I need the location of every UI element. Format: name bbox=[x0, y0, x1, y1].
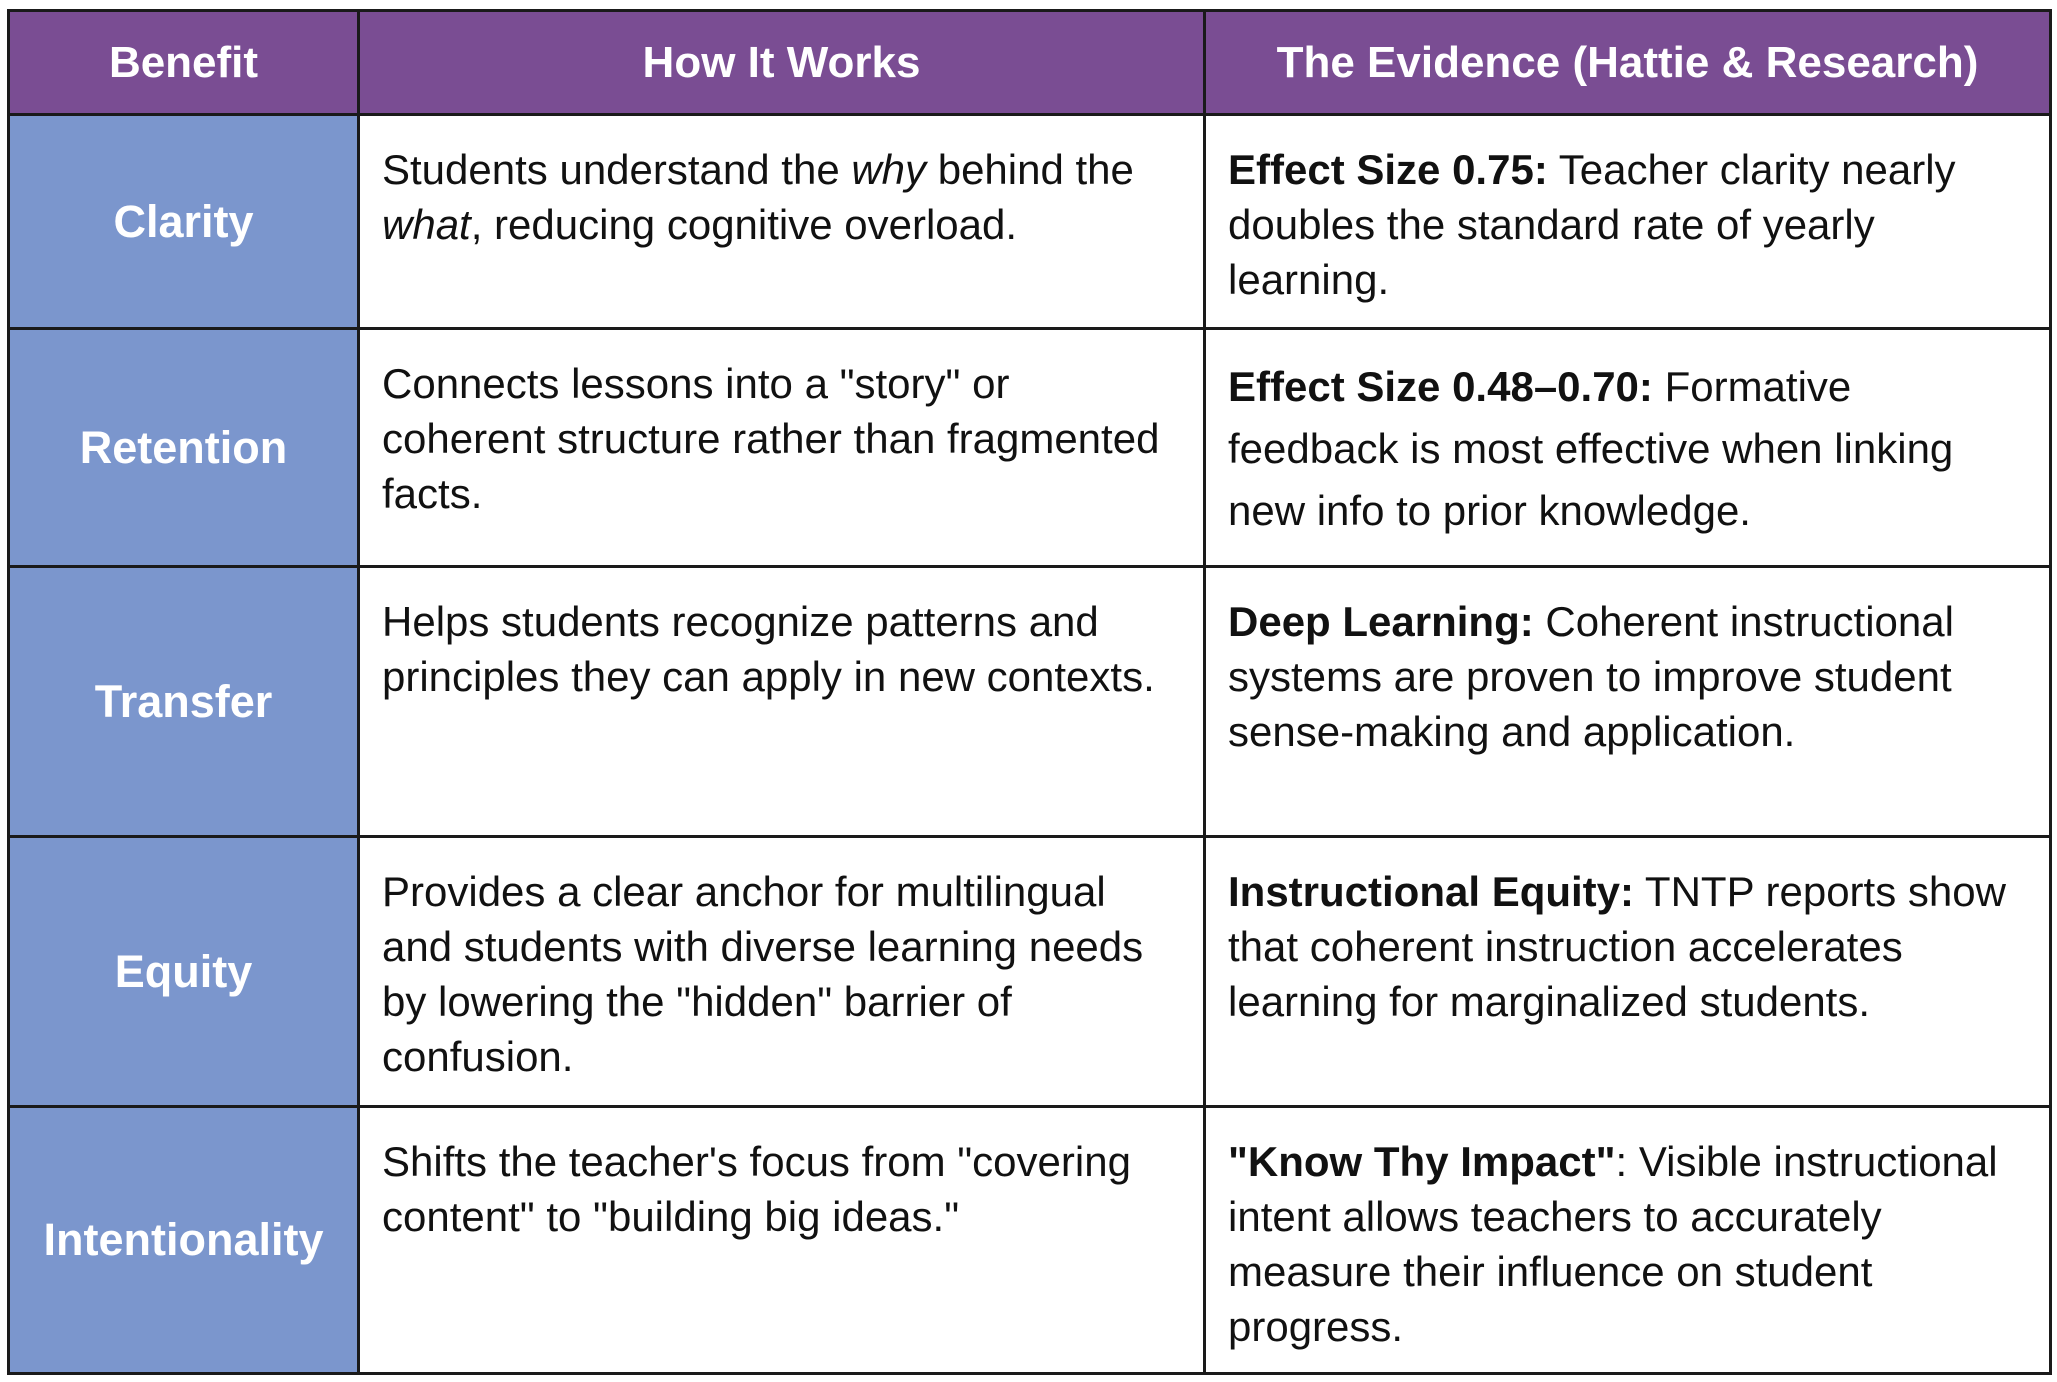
table-row bbox=[9, 115, 2051, 329]
evidence-equity bbox=[1205, 837, 2051, 1107]
benefits-table bbox=[7, 9, 2052, 1375]
table-row bbox=[9, 1107, 2051, 1374]
how-emphasis-why: why bbox=[851, 146, 927, 193]
header-evidence: The Evidence (Hattie & Research) bbox=[1205, 11, 2051, 115]
evidence-label: Effect Size 0.75: bbox=[1228, 146, 1548, 193]
evidence-text: Coherent instructional systems are proven to improve student sense-making and application. bbox=[1228, 598, 1954, 755]
how-text: Students understand the bbox=[382, 146, 852, 193]
evidence-transfer bbox=[1205, 567, 2051, 837]
table-row bbox=[9, 567, 2051, 837]
how-clarity bbox=[359, 115, 1205, 329]
evidence-label: "Know Thy Impact" bbox=[1228, 1138, 1616, 1185]
table-row bbox=[9, 329, 2051, 567]
how-transfer: Helps students recognize patterns and principles they can apply in new contexts. bbox=[359, 567, 1205, 837]
evidence-clarity bbox=[1205, 115, 2051, 329]
header-row bbox=[9, 11, 2051, 115]
benefit-transfer: Transfer bbox=[9, 567, 359, 837]
table-header bbox=[9, 11, 2051, 115]
evidence-text: Teacher clarity nearly doubles the standard rate of yearly learning. bbox=[1228, 146, 1956, 303]
how-text: behind the bbox=[926, 146, 1134, 193]
header-benefit: Benefit bbox=[9, 11, 359, 115]
evidence-retention bbox=[1205, 329, 2051, 567]
header-how-it-works: How It Works bbox=[359, 11, 1205, 115]
benefit-clarity: Clarity bbox=[9, 115, 359, 329]
evidence-label: Instructional Equity: bbox=[1228, 868, 1635, 915]
how-equity: Provides a clear anchor for multilingual and students with diverse learning needs by lowering the "hidden" barrier of confusion. bbox=[359, 837, 1205, 1107]
table-row bbox=[9, 837, 2051, 1107]
how-intentionality: Shifts the teacher's focus from "covering content" to "building big ideas." bbox=[359, 1107, 1205, 1374]
evidence-intentionality bbox=[1205, 1107, 2051, 1374]
benefit-equity: Equity bbox=[9, 837, 359, 1107]
how-retention: Connects lessons into a "story" or coherent structure rather than fragmented facts. bbox=[359, 329, 1205, 567]
evidence-label: Effect Size 0.48–0.70: bbox=[1228, 363, 1653, 410]
evidence-text: Formative feedback is most effective when linking new info to prior knowledge. bbox=[1228, 363, 1954, 534]
evidence-label: Deep Learning: bbox=[1228, 598, 1534, 645]
benefits-table-container bbox=[7, 9, 2049, 1372]
benefit-intentionality: Intentionality bbox=[9, 1107, 359, 1374]
benefit-retention: Retention bbox=[9, 329, 359, 567]
how-emphasis-what: what bbox=[382, 201, 471, 248]
how-text: , reducing cognitive overload. bbox=[470, 201, 1018, 248]
evidence-text: TNTP reports show that coherent instruction accelerates learning for marginalized students. bbox=[1228, 868, 2006, 1025]
evidence-text: : Visible instructional intent allows teachers to accurately measure their influence on student progress. bbox=[1228, 1138, 1998, 1350]
table-body bbox=[9, 115, 2051, 1374]
